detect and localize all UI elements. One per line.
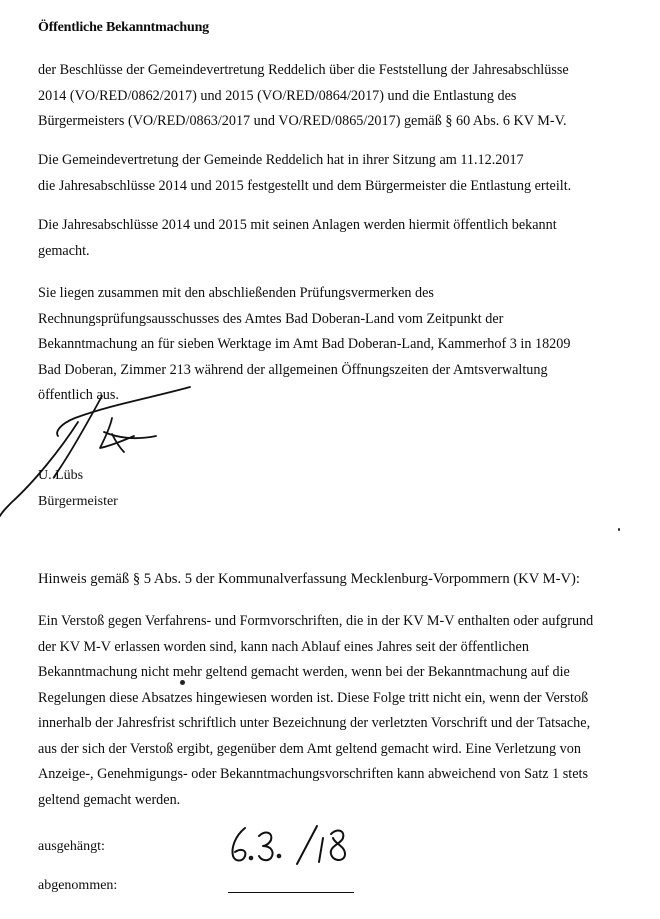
text-line: gemacht. <box>38 242 90 259</box>
text-line: Regelungen diese Absatzes hingewiesen worden ist. Diese Folge tritt nicht ein, wenn der Verstoß <box>38 689 589 706</box>
posted-label: ausgehängt: <box>38 839 105 854</box>
text-line: Bad Doberan, Zimmer 213 während der allgemeinen Öffnungszeiten der Amtsverwaltung <box>38 361 548 378</box>
removed-date-blank-line <box>228 892 354 893</box>
removed-label: abgenommen: <box>38 878 118 893</box>
signatory-name: U. Lübs <box>38 468 84 483</box>
text-line: Ein Verstoß gegen Verfahrens- und Formvorschriften, die in der KV M-V enthalten oder aufgrund <box>38 613 594 629</box>
publication-paragraph <box>38 213 650 264</box>
text-line: Anzeige-, Genehmigungs- oder Bekanntmachungsvorschriften kann abweichend von Satz 1 stets <box>38 766 589 782</box>
text-line: öffentlich aus. <box>38 387 119 403</box>
text-line: Bekanntmachung an für sieben Werktage im Amt Bad Doberan-Land, Kammerhof 3 in 18209 <box>38 336 571 352</box>
document-heading: Öffentliche Bekanntmachung <box>38 20 209 35</box>
scan-speck <box>618 528 620 531</box>
text-line: 2014 (VO/RED/0862/2017) und 2015 (VO/RED/0864/2017) und die Entlastung des <box>38 87 517 104</box>
text-line: geltend gemacht werden. <box>38 791 181 808</box>
notice-paragraph <box>38 609 650 813</box>
intro-paragraph <box>38 58 650 135</box>
decision-paragraph <box>38 148 650 199</box>
text-line: innerhalb der Jahresfrist schriftlich unter Bezeichnung der verletzten Vorschrift und der Tatsache, <box>38 715 591 731</box>
handwritten-posted-date <box>225 818 355 870</box>
notice-heading: Hinweis gemäß § 5 Abs. 5 der Kommunalverfassung Mecklenburg-Vorpommern (KV M-V): <box>38 571 580 587</box>
text-line: Rechnungsprüfungsausschusses des Amtes Bad Doberan-Land vom Zeitpunkt der <box>38 310 504 327</box>
text-line: Bürgermeisters (VO/RED/0863/2017 und VO/RED/0865/2017) gemäß § 60 Abs. 6 KV M-V. <box>38 113 567 129</box>
text-line: Die Jahresabschlüsse 2014 und 2015 mit seinen Anlagen werden hiermit öffentlich bekannt <box>38 217 557 233</box>
text-line: Sie liegen zusammen mit den abschließenden Prüfungsvermerken des <box>38 285 434 301</box>
text-line: die Jahresabschlüsse 2014 und 2015 festgestellt und dem Bürgermeister die Entlastung erteilt. <box>38 177 572 194</box>
text-line: Die Gemeindevertretung der Gemeinde Reddelich hat in ihrer Sitzung am 11.12.2017 <box>38 152 524 168</box>
text-line: aus der sich der Verstoß ergibt, gegenüber dem Amt geltend gemacht wird. Eine Verletzung von <box>38 740 581 757</box>
text-line: der Beschlüsse der Gemeindevertretung Reddelich über die Feststellung der Jahresabschlüsse <box>38 62 569 78</box>
signatory-role: Bürgermeister <box>38 494 118 509</box>
text-line: der KV M-V erlassen worden sind, kann nach Ablauf eines Jahres seit der öffentlichen <box>38 638 529 655</box>
text-line: Bekanntmachung nicht mehr geltend gemacht werden, wenn bei der Bekanntmachung auf die <box>38 664 570 680</box>
